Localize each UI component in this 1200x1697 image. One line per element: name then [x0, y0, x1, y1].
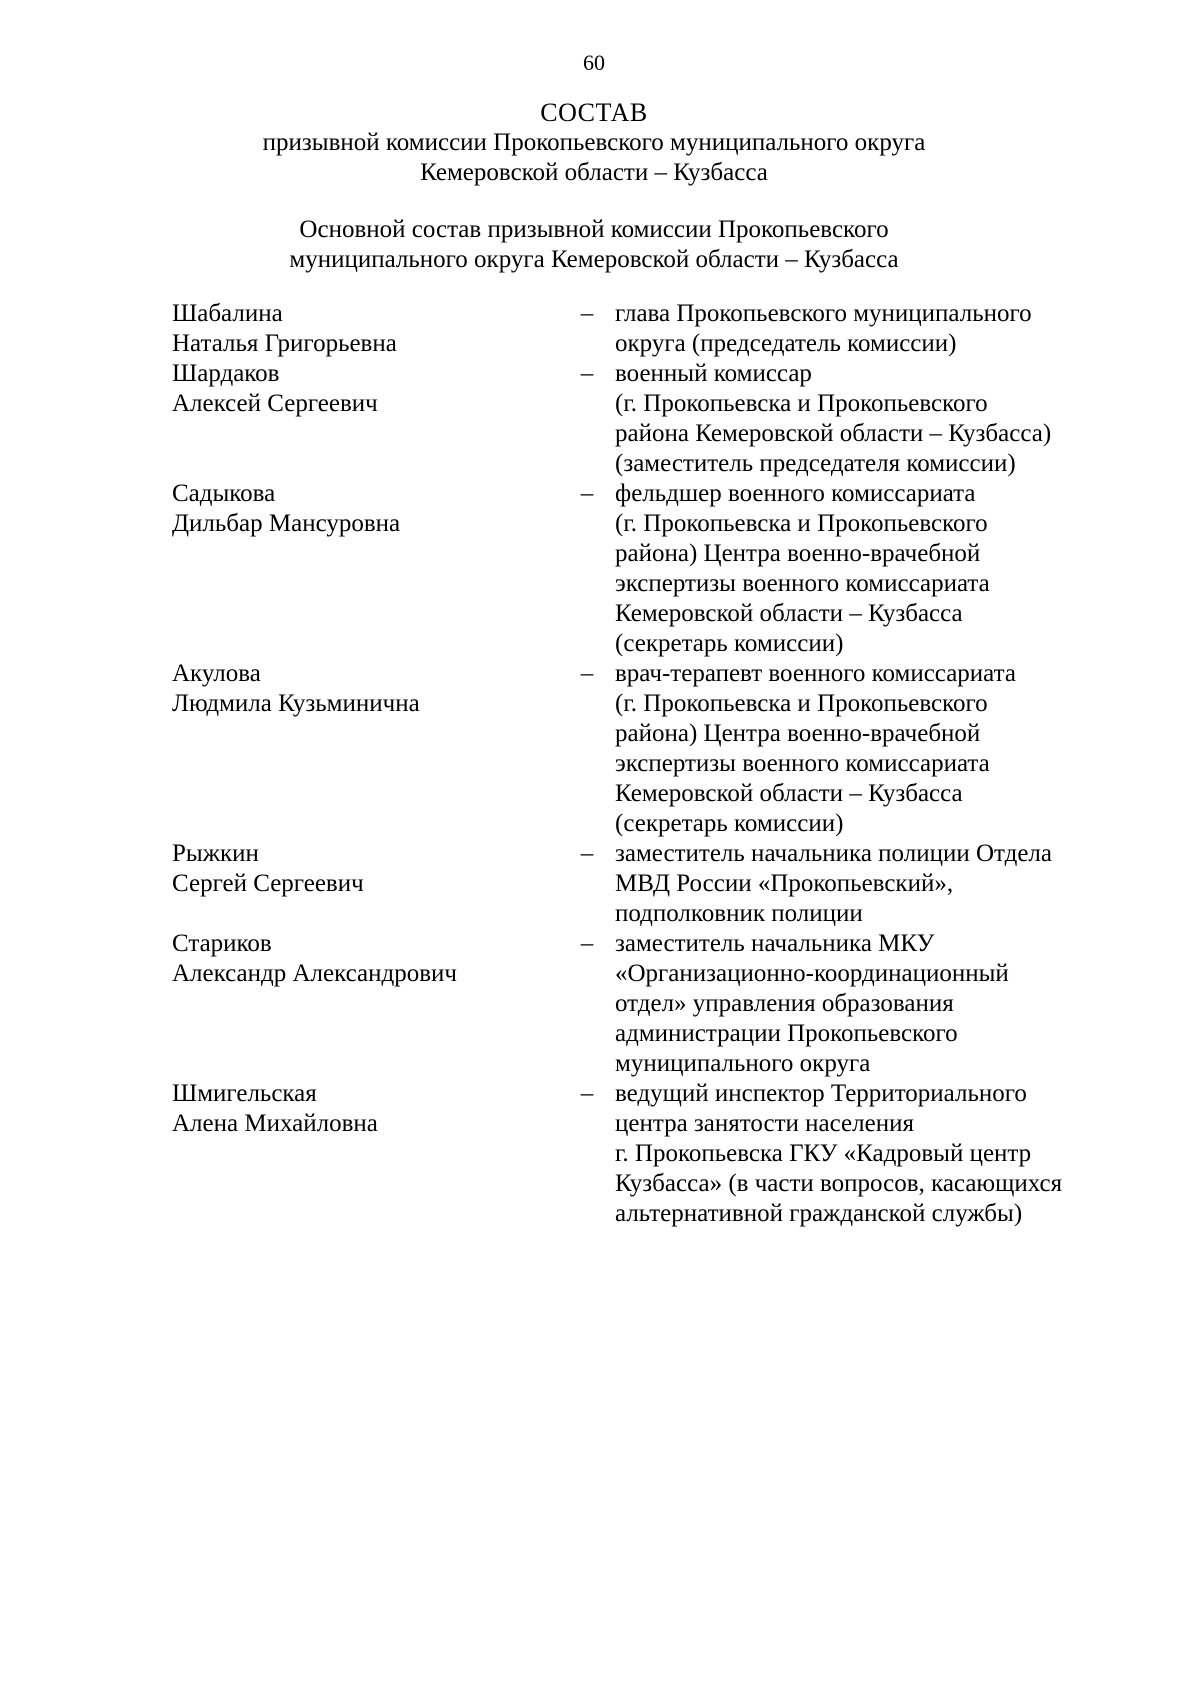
- member-role-line: района) Центра военно-врачебной: [615, 540, 981, 567]
- member-name: [172, 1079, 552, 1139]
- member-surname: Акулова: [172, 660, 261, 687]
- member-name: [172, 929, 552, 989]
- member-role-line: ведущий инспектор Территориального: [615, 1080, 1027, 1107]
- member-entry: [172, 929, 1172, 1079]
- member-role-line: экспертизы военного комиссариата: [615, 750, 990, 777]
- member-entry: [172, 839, 1172, 929]
- member-name: [172, 299, 552, 359]
- member-role-line: врач-терапевт военного комиссариата: [615, 660, 1016, 687]
- member-role-line: «Организационно-координационный: [615, 960, 1009, 987]
- member-surname: Шабалина: [172, 300, 283, 327]
- member-role-line: военный комиссар: [615, 360, 812, 387]
- member-entry: [172, 299, 1172, 359]
- member-surname: Шмигельская: [172, 1080, 317, 1107]
- member-given-names: Александр Александрович: [172, 960, 457, 987]
- member-role-line: (г. Прокопьевска и Прокопьевского: [615, 690, 988, 717]
- member-name: [172, 479, 552, 539]
- subtitle-line: Основной состав призывной комиссии Прокопьевского: [299, 216, 889, 243]
- member-role-line: Кемеровской области – Кузбасса: [615, 780, 963, 807]
- member-dash: –: [580, 930, 594, 957]
- member-role-line: (заместитель председателя комиссии): [615, 450, 1016, 477]
- member-role-line: округа (председатель комиссии): [615, 330, 957, 357]
- member-name: [172, 359, 552, 419]
- member-dash: –: [580, 300, 594, 327]
- member-dash: –: [580, 660, 594, 687]
- member-surname: Стариков: [172, 930, 272, 957]
- member-role-line: (секретарь комиссии): [615, 630, 844, 657]
- page-number: 60: [583, 50, 605, 75]
- member-surname: Рыжкин: [172, 840, 259, 867]
- member-given-names: Алексей Сергеевич: [172, 390, 378, 417]
- member-role: [615, 839, 1115, 929]
- title-line: Кемеровской области – Кузбасса: [420, 159, 768, 186]
- member-role-line: центра занятости населения: [615, 1110, 914, 1137]
- member-role-line: района) Центра военно-врачебной: [615, 720, 981, 747]
- member-role-line: Кемеровской области – Кузбасса: [615, 600, 963, 627]
- member-role-line: отдел» управления образования: [615, 990, 954, 1017]
- member-role-line: подполковник полиции: [615, 900, 863, 927]
- member-given-names: Людмила Кузьминична: [172, 690, 420, 717]
- member-role-line: экспертизы военного комиссариата: [615, 570, 990, 597]
- document-title: [0, 98, 1188, 188]
- member-entry: [172, 479, 1172, 659]
- member-role-line: района Кемеровской области – Кузбасса): [615, 420, 1052, 447]
- member-role-line: (г. Прокопьевска и Прокопьевского: [615, 510, 988, 537]
- member-role-line: фельдшер военного комиссариата: [615, 480, 976, 507]
- member-dash: –: [580, 480, 594, 507]
- member-given-names: Сергей Сергеевич: [172, 870, 364, 897]
- member-role-line: МВД России «Прокопьевский»,: [615, 870, 954, 897]
- member-given-names: Дильбар Мансуровна: [172, 510, 401, 537]
- member-role: [615, 299, 1115, 359]
- members-list: [172, 299, 1172, 1229]
- member-entry: [172, 659, 1172, 839]
- member-entry: [172, 359, 1172, 479]
- member-role-line: заместитель начальника МКУ: [615, 930, 935, 957]
- member-surname: Садыкова: [172, 480, 276, 507]
- title-line: призывной комиссии Прокопьевского муниципального округа: [262, 129, 926, 156]
- title-heading: СОСТАВ: [540, 98, 648, 127]
- member-role-line: заместитель начальника полиции Отдела: [615, 840, 1052, 867]
- member-dash: –: [580, 360, 594, 387]
- member-role: [615, 1079, 1115, 1229]
- member-role-line: (секретарь комиссии): [615, 810, 844, 837]
- member-role-line: (г. Прокопьевска и Прокопьевского: [615, 390, 988, 417]
- member-role: [615, 359, 1115, 479]
- member-role: [615, 929, 1115, 1079]
- member-entry: [172, 1079, 1172, 1229]
- member-role-line: администрации Прокопьевского: [615, 1020, 958, 1047]
- member-role-line: муниципального округа: [615, 1050, 871, 1077]
- subtitle-line: муниципального округа Кемеровской области – Кузбасса: [289, 246, 899, 273]
- member-given-names: Алена Михайловна: [172, 1110, 378, 1137]
- member-role: [615, 479, 1115, 659]
- member-dash: –: [580, 1080, 594, 1107]
- member-role-line: глава Прокопьевского муниципального: [615, 300, 1032, 327]
- member-role-line: альтернативной гражданской службы): [615, 1200, 1023, 1227]
- member-given-names: Наталья Григорьевна: [172, 330, 397, 357]
- member-dash: –: [580, 840, 594, 867]
- member-surname: Шардаков: [172, 360, 280, 387]
- member-role-line: Кузбасса» (в части вопросов, касающихся: [615, 1170, 1063, 1197]
- member-role-line: г. Прокопьевска ГКУ «Кадровый центр: [615, 1140, 1032, 1167]
- member-role: [615, 659, 1115, 839]
- member-name: [172, 659, 552, 719]
- section-subtitle: [0, 215, 1188, 275]
- member-name: [172, 839, 552, 899]
